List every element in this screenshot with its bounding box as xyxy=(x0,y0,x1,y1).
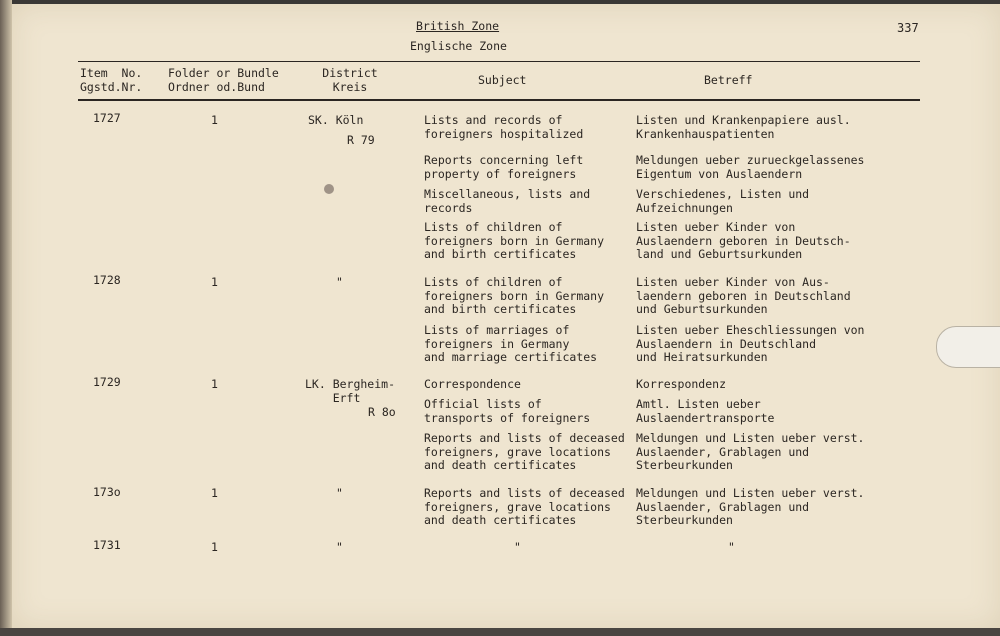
scan-bottom-edge xyxy=(0,628,1000,636)
col-item-header: Item No. Ggstd.Nr. xyxy=(80,66,143,94)
folder-number: 1 xyxy=(211,275,218,289)
betreff-text: Listen und Krankenpapiere ausl. Krankenhauspatienten xyxy=(636,113,851,141)
page-tab xyxy=(936,326,1000,368)
item-number: 1728 xyxy=(93,273,121,287)
header-rule-top xyxy=(78,61,920,62)
folder-number: 1 xyxy=(211,540,218,554)
subject-text: Reports and lists of deceased foreigners, grave locations and death certificates xyxy=(424,431,625,472)
betreff-text: Korrespondenz xyxy=(636,377,727,391)
zone-title-en: British Zone xyxy=(416,19,500,33)
betreff-text: Listen ueber Kinder von Aus- laendern geboren in Deutschland und Geburtsurkunden xyxy=(636,275,851,316)
folder-number: 1 xyxy=(211,113,218,127)
betreff-text: Amtl. Listen ueber Auslaendertransporte xyxy=(636,397,775,425)
district-code: R 8o xyxy=(368,405,396,419)
col-district-header: District Kreis xyxy=(322,66,378,94)
betreff-text: Meldungen und Listen ueber verst. Auslaender, Grablagen und Sterbeurkunden xyxy=(636,486,865,527)
district-ditto: " xyxy=(336,486,343,500)
subject-text: Lists and records of foreigners hospitalized xyxy=(424,113,584,141)
betreff-text: Listen ueber Eheschliessungen von Auslaendern in Deutschland und Heiratsurkunden xyxy=(636,323,865,364)
col-subject-header: Subject xyxy=(478,73,527,87)
subject-text: Official lists of transports of foreigners xyxy=(424,397,591,425)
item-number: 1727 xyxy=(93,111,121,125)
subject-text: Lists of children of foreigners born in Germany and birth certificates xyxy=(424,275,605,316)
page-number: 337 xyxy=(897,21,919,35)
subject-text: Reports concerning left property of foreigners xyxy=(424,153,584,181)
betreff-text: Listen ueber Kinder von Auslaendern geboren in Deutsch- land und Geburtsurkunden xyxy=(636,220,851,261)
subject-text: Miscellaneous, lists and records xyxy=(424,187,591,215)
subject-text: Lists of children of foreigners born in Germany and birth certificates xyxy=(424,220,605,261)
district-ditto: " xyxy=(336,275,343,289)
col-folder-header: Folder or Bundle Ordner od.Bund xyxy=(168,66,279,94)
item-number: 1731 xyxy=(93,538,121,552)
subject-text: Correspondence xyxy=(424,377,521,391)
binding-edge xyxy=(0,0,12,636)
district-code: R 79 xyxy=(347,133,375,147)
subject-text: Lists of marriages of foreigners in Germany and marriage certificates xyxy=(424,323,598,364)
folder-number: 1 xyxy=(211,486,218,500)
item-number: 173o xyxy=(93,485,121,499)
ink-spot xyxy=(324,184,334,194)
item-number: 1729 xyxy=(93,375,121,389)
folder-number: 1 xyxy=(211,377,218,391)
district-name: LK. Bergheim- Erft xyxy=(305,377,396,405)
header-rule-bottom xyxy=(78,99,920,101)
district-name: SK. Köln xyxy=(308,113,364,127)
subject-ditto: " xyxy=(514,540,521,554)
betreff-text: Meldungen ueber zurueckgelassenes Eigentum von Auslaendern xyxy=(636,153,865,181)
betreff-text: Meldungen und Listen ueber verst. Auslaender, Grablagen und Sterbeurkunden xyxy=(636,431,865,472)
col-betreff-header: Betreff xyxy=(704,73,753,87)
betreff-text: Verschiedenes, Listen und Aufzeichnungen xyxy=(636,187,810,215)
betreff-ditto: " xyxy=(728,540,735,554)
zone-title-de: Englische Zone xyxy=(410,39,507,53)
subject-text: Reports and lists of deceased foreigners, grave locations and death certificates xyxy=(424,486,625,527)
district-ditto: " xyxy=(336,540,343,554)
